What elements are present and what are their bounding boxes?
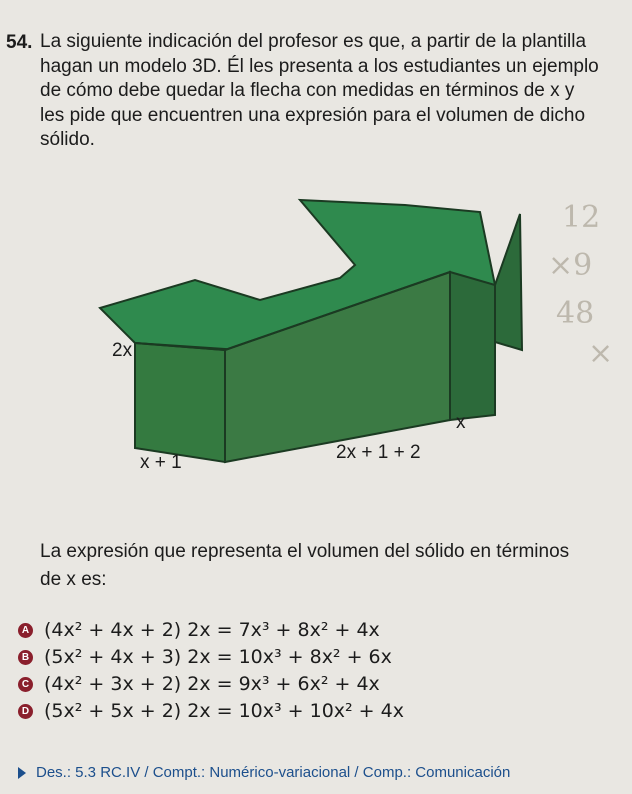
option-expression: (5x² + 5x + 2) 2x = 10x³ + 10x² + 4x	[44, 700, 404, 722]
option-letter-badge: A	[18, 623, 33, 638]
height-label: 2x	[112, 340, 133, 361]
play-arrow-icon	[18, 767, 26, 779]
option-c[interactable]	[18, 671, 438, 697]
margin-scribble: 48	[556, 296, 595, 331]
question-ask	[40, 538, 628, 594]
option-a[interactable]	[18, 617, 438, 643]
option-expression: (5x² + 4x + 3) 2x = 10x³ + 8x² + 6x	[44, 646, 392, 668]
option-expression: (4x² + 4x + 2) 2x = 7x³ + 8x² + 4x	[44, 619, 380, 641]
prompt-line: sólido.	[40, 129, 95, 150]
arrow-right-face	[450, 272, 495, 420]
arrow-head-side	[495, 214, 522, 350]
prompt-line: La siguiente indicación del profesor es que, a partir de la plantilla	[40, 31, 587, 52]
option-letter-badge: D	[18, 704, 33, 719]
depth-label: x + 1	[140, 452, 182, 473]
prompt-line: de cómo debe quedar la flecha con medidas en términos de x y	[40, 80, 575, 101]
length-label: 2x + 1 + 2	[336, 442, 421, 463]
margin-scribble: ×	[588, 336, 614, 371]
footer-text: Des.: 5.3 RC.IV / Compt.: Numérico-variacional / Comp.: Comunicación	[36, 764, 511, 781]
option-d[interactable]	[18, 698, 438, 724]
option-expression: (4x² + 3x + 2) 2x = 9x³ + 6x² + 4x	[44, 673, 380, 695]
ask-line: La expresión que representa el volumen del sólido en términos	[40, 541, 570, 562]
margin-scribble: 12	[562, 200, 601, 235]
side-label: x	[456, 412, 466, 433]
margin-scribble: ×9	[548, 248, 593, 283]
prompt-line: les pide que encuentren una expresión para el volumen de dicho	[40, 104, 586, 126]
arrow-solid-figure	[40, 190, 632, 510]
option-b[interactable]	[18, 644, 438, 670]
option-letter-badge: B	[18, 650, 33, 665]
arrow-left-face	[135, 343, 225, 462]
question-number: 54.	[6, 32, 33, 53]
competency-footer	[18, 764, 510, 781]
prompt-line: hagan un modelo 3D. Él les presenta a los estudiantes un ejemplo	[40, 55, 599, 77]
question-prompt	[40, 30, 628, 153]
option-letter-badge: C	[18, 677, 33, 692]
ask-line: de x es:	[40, 569, 107, 590]
